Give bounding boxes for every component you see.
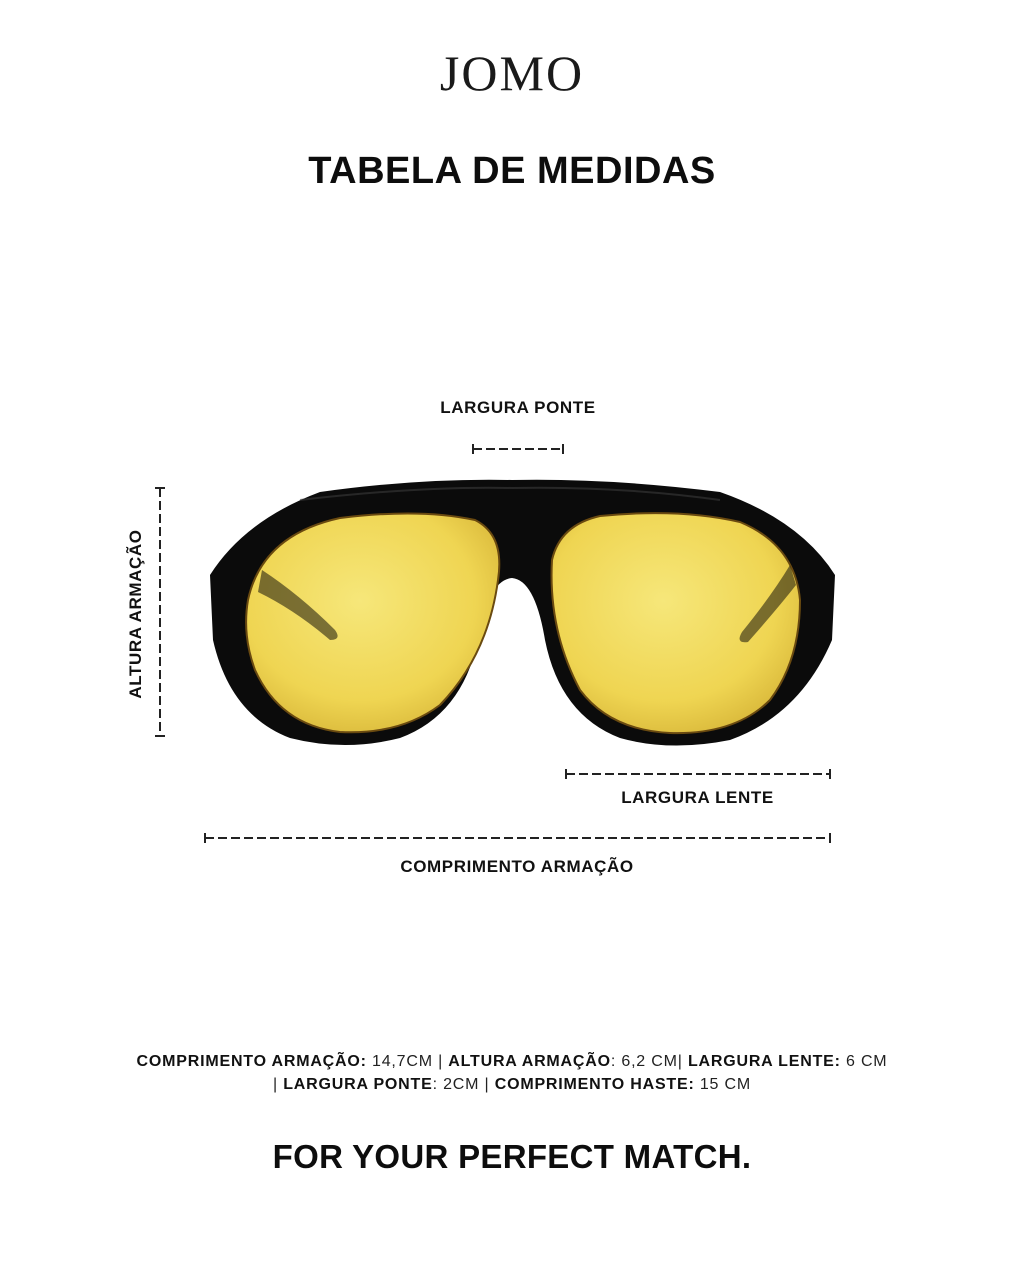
specs-text: [0, 1050, 1024, 1096]
spec-temple-length-value: 15 CM: [694, 1076, 751, 1093]
frame-length-label: COMPRIMENTO ARMAÇÃO: [400, 857, 634, 876]
spec-lens-width-label: LARGURA LENTE:: [687, 1053, 841, 1070]
spec-frame-height-value: : 6,2 CM|: [610, 1053, 688, 1070]
left-lens: [246, 513, 499, 732]
spec-bridge-width-value: : 2CM |: [432, 1076, 495, 1093]
spec-frame-length-value: 14,7CM |: [366, 1053, 449, 1070]
page-title: TABELA DE MEDIDAS: [308, 150, 716, 192]
bridge-width-line: [473, 444, 563, 454]
spec-frame-length-label: COMPRIMENTO ARMAÇÃO:: [136, 1053, 367, 1070]
sunglasses-image: [210, 480, 835, 746]
specs-line-1: [0, 1050, 1024, 1073]
spec-bridge-width-label: LARGURA PONTE: [283, 1076, 433, 1093]
frame-height-line: [155, 488, 165, 736]
spec-separator: |: [273, 1076, 284, 1093]
bridge-width-label: LARGURA PONTE: [440, 398, 596, 417]
spec-frame-height-label: ALTURA ARMAÇÃO: [448, 1053, 611, 1070]
brand-logo: JOMO: [439, 45, 585, 101]
specs-line-2: [0, 1073, 1024, 1096]
frame-height-label: ALTURA ARMAÇÃO: [126, 529, 145, 699]
spec-temple-length-label: COMPRIMENTO HASTE:: [494, 1076, 695, 1093]
frame-length-line: [205, 833, 830, 843]
tagline: FOR YOUR PERFECT MATCH.: [272, 1138, 752, 1175]
spec-lens-width-value: 6 CM: [840, 1053, 888, 1070]
lens-width-line: [566, 769, 830, 779]
lens-width-label: LARGURA LENTE: [621, 788, 774, 807]
